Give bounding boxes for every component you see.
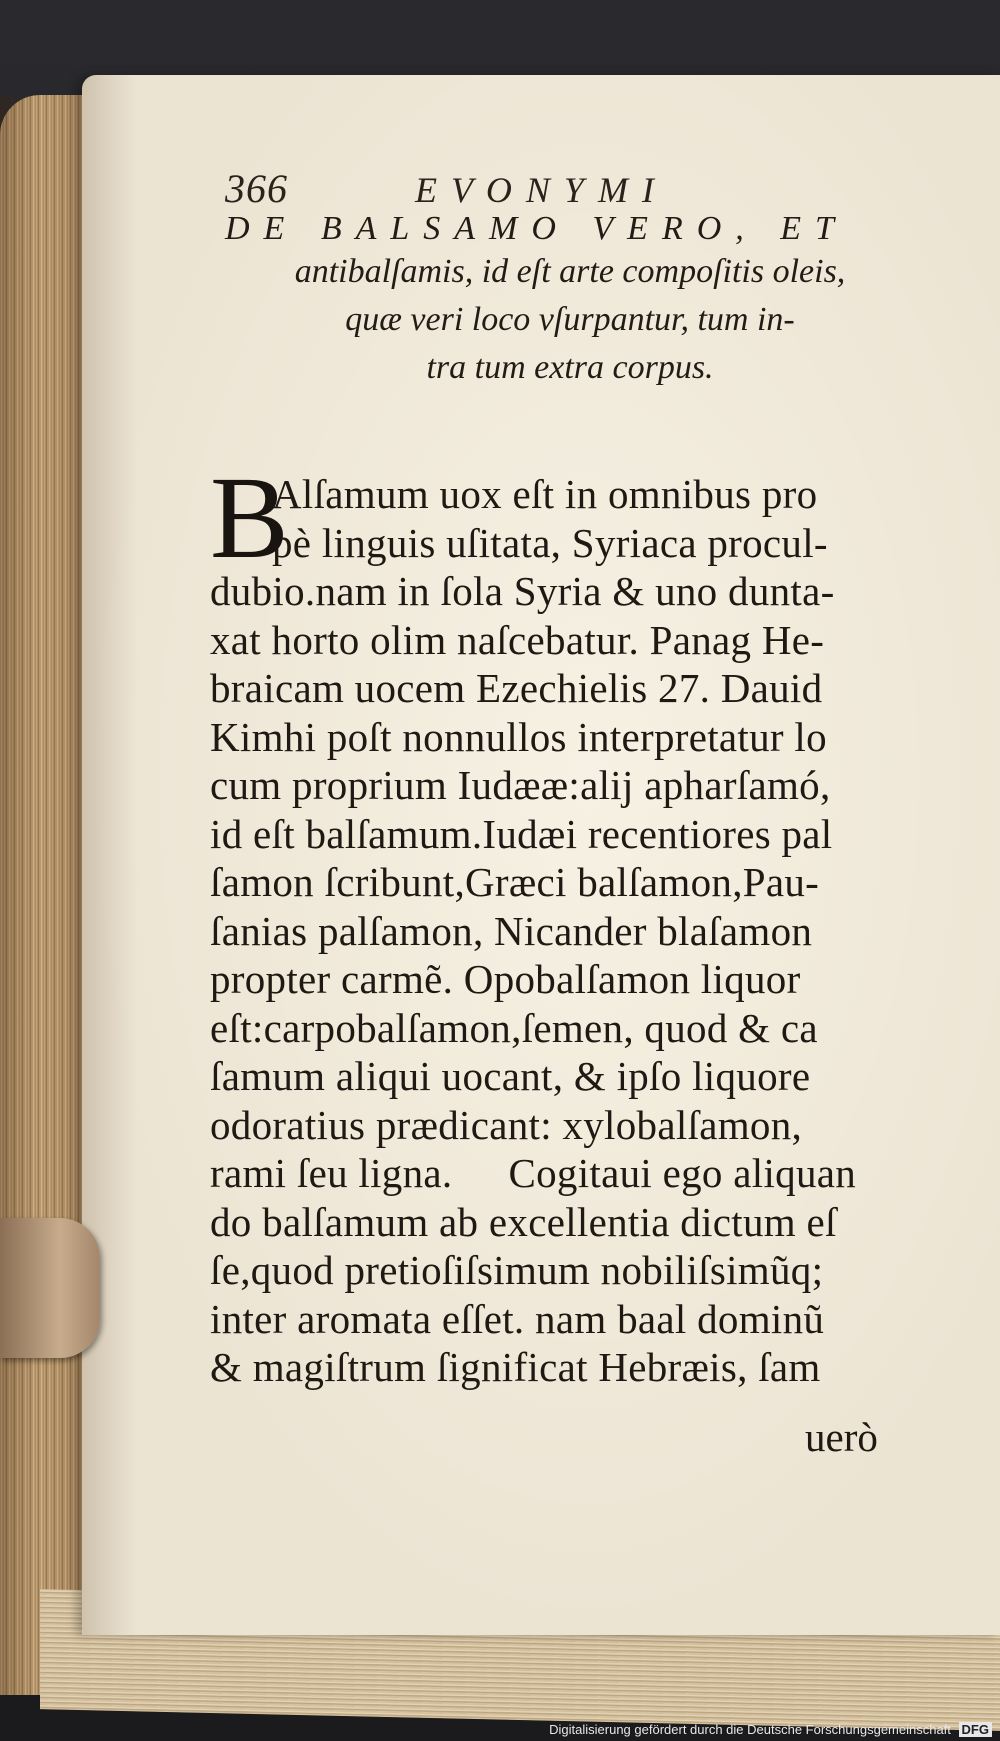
chapter-heading xyxy=(200,210,940,392)
text-line: pè linguis uſitata, Syriaca procul- xyxy=(272,519,828,566)
text-line: dubio.nam in ſola Syria & uno dunta- xyxy=(210,568,835,614)
text-line: propter carmẽ. Opobalſamon liquor xyxy=(210,956,801,1002)
bookmark-tab xyxy=(0,1218,100,1358)
text-line-continuation: Cogitaui ego aliquan xyxy=(508,1150,857,1196)
heading-line-1: DE BALSAMO VERO, ET xyxy=(225,210,848,247)
text-line: ſanias palſamon, Nicander blaſamon xyxy=(210,907,813,954)
dfg-logo: DFG xyxy=(959,1722,992,1737)
digitization-credit xyxy=(549,1722,992,1737)
text-line: Alſamum uox eſt in omnibus pro xyxy=(272,471,818,517)
text-line: do balſamum ab excellentia dictum eſ xyxy=(210,1198,837,1245)
text-line: cum proprium Iudææ:alij apharſamó, xyxy=(210,762,831,808)
text-line: eſt:carpobalſamon,ſemen, quod & ca xyxy=(210,1004,818,1051)
text-line-start: rami ſeu ligna. xyxy=(210,1150,453,1196)
body-text xyxy=(210,452,915,1392)
drop-cap: B xyxy=(210,452,289,583)
heading-line-3: quæ veri loco vſurpantur, tum in- xyxy=(345,301,795,338)
page-number: 366 xyxy=(225,166,288,211)
text-line: ſamon ſcribunt,Græci balſamon,Pau- xyxy=(210,859,820,905)
text-line: ſamum aliqui uocant, & ipſo liquore xyxy=(210,1053,811,1099)
book-page-edges xyxy=(0,95,95,1695)
text-line: & magiſtrum ſignificat Hebræis, ſam xyxy=(210,1344,821,1390)
running-title: EVONYMI xyxy=(415,170,668,210)
heading-line-2: antibalſamis, id eſt arte compoſitis oleis, xyxy=(294,253,846,290)
text-line: xat horto olim naſcebatur. Panag He- xyxy=(210,616,825,663)
text-line: id eſt balſamum.Iudæi recentiores pal xyxy=(210,810,833,857)
text-line: inter aromata eſſet. nam baal dominũ xyxy=(210,1295,825,1342)
text-line: ſe,quod pretioſiſsimum nobiliſsimũq; xyxy=(210,1247,824,1293)
text-line: Kimhi poſt nonnullos interpretatur lo xyxy=(210,713,827,760)
heading-line-4: tra tum extra corpus. xyxy=(426,349,714,386)
catchword: uerò xyxy=(805,1414,878,1460)
text-line: odoratius prædicant: xylobalſamon, xyxy=(210,1101,803,1148)
page-header xyxy=(225,165,825,215)
text-line xyxy=(210,1149,915,1198)
text-line: braicam uocem Ezechielis 27. Dauid xyxy=(210,665,823,711)
credit-text: Digitalisierung gefördert durch die Deutsche Forschungsgemeinschaft xyxy=(549,1722,951,1737)
